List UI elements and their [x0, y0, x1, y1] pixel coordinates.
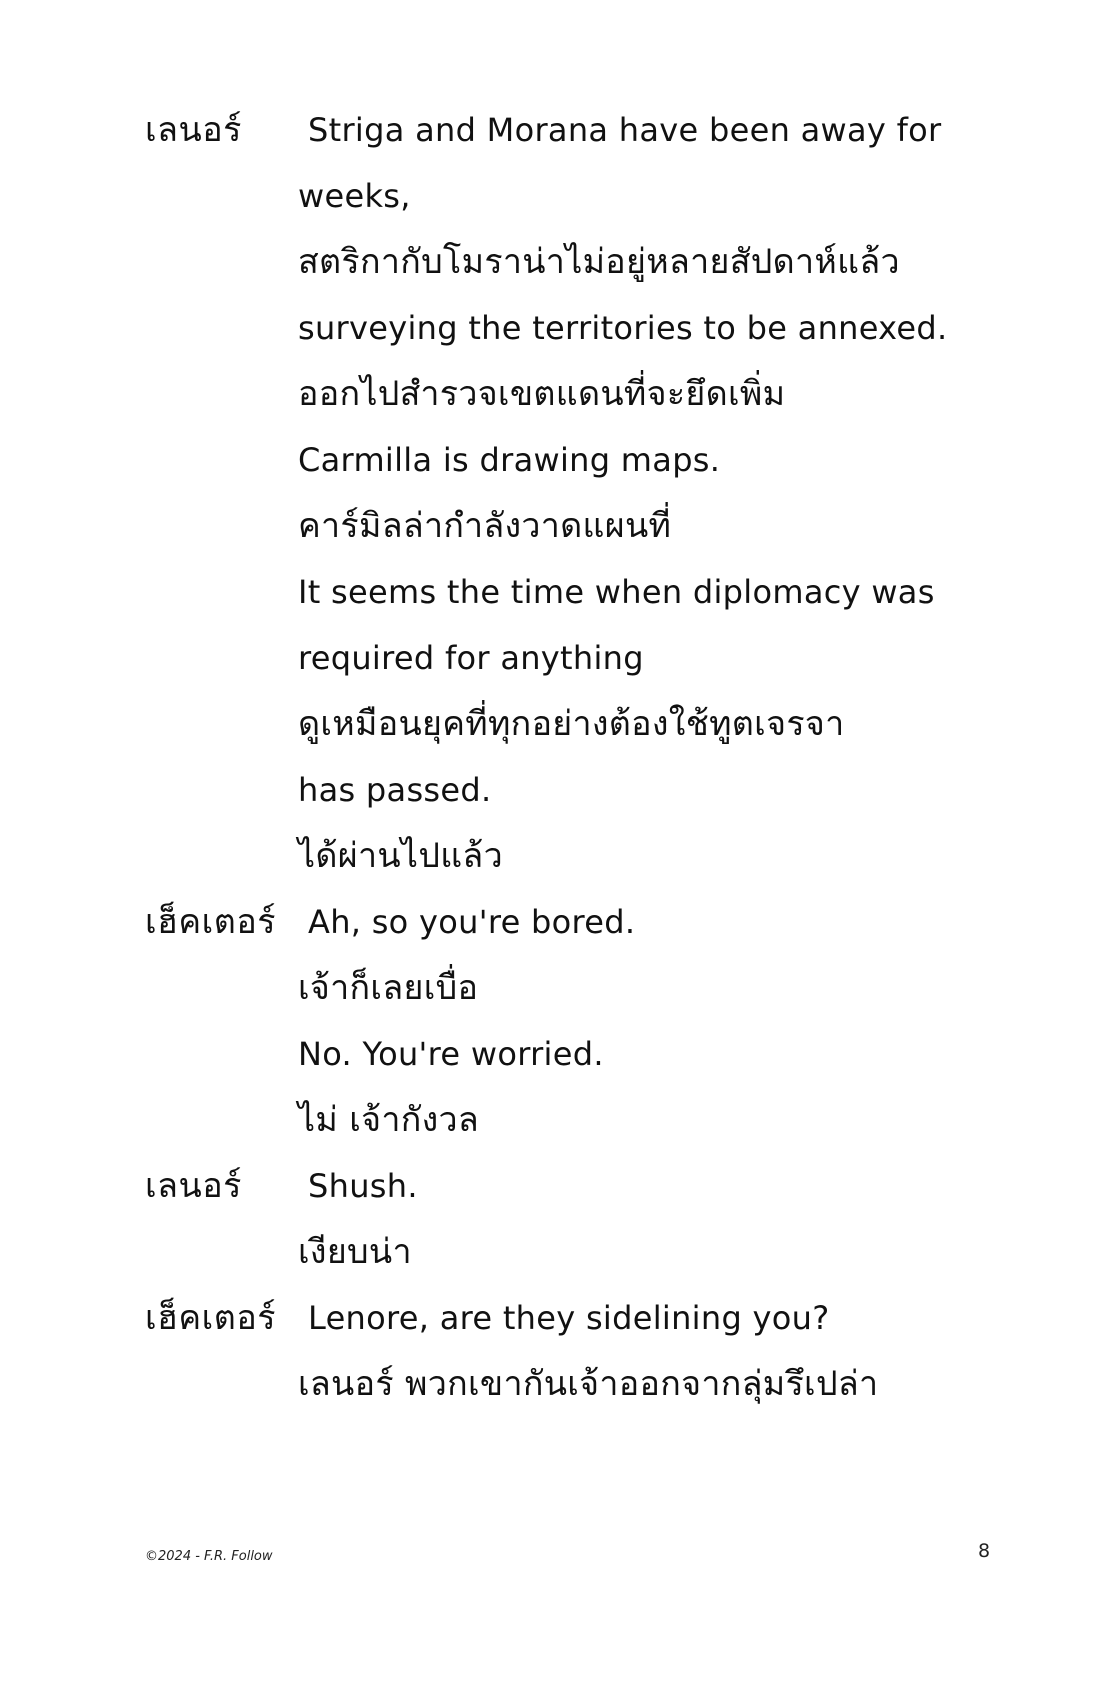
dialogue-line: [0, 1087, 1100, 1153]
dialogue-text-english: required for anything: [298, 639, 644, 677]
dialogue-text-english: surveying the territories to be annexed.: [298, 309, 948, 347]
dialogue-text-thai: เงียบน่า: [298, 1232, 412, 1272]
dialogue-line: [0, 559, 1100, 625]
dialogue-line: [0, 229, 1100, 295]
dialogue-line: [0, 1219, 1100, 1285]
dialogue-line: [0, 1021, 1100, 1087]
dialogue-line: [0, 1285, 1100, 1351]
dialogue-line: [0, 163, 1100, 229]
script-body: [0, 97, 1100, 1417]
dialogue-text-english: Striga and Morana have been away for: [308, 111, 942, 149]
dialogue-line: [0, 97, 1100, 163]
dialogue-text-thai: ได้ผ่านไปแล้ว: [298, 836, 503, 876]
dialogue-text-thai: เจ้าก็เลยเบื่อ: [298, 968, 479, 1008]
dialogue-line: [0, 427, 1100, 493]
dialogue-line: [0, 889, 1100, 955]
dialogue-text-thai: สตริกากับโมราน่าไม่อยู่หลายสัปดาห์แล้ว: [298, 242, 900, 282]
dialogue-text-english: Shush.: [308, 1167, 418, 1205]
dialogue-text-english: It seems the time when diplomacy was: [298, 573, 935, 611]
dialogue-line: [0, 625, 1100, 691]
speaker-name: เฮ็คเตอร์: [145, 1298, 276, 1338]
dialogue-line: [0, 1153, 1100, 1219]
dialogue-line: [0, 1351, 1100, 1417]
dialogue-line: [0, 691, 1100, 757]
speaker-name: เลนอร์: [145, 110, 242, 150]
dialogue-text-english: No. You're worried.: [298, 1035, 604, 1073]
dialogue-line: [0, 295, 1100, 361]
dialogue-text-english: Ah, so you're bored.: [308, 903, 636, 941]
dialogue-text-thai: คาร์มิลล่ากำลังวาดแผนที่: [298, 506, 672, 546]
dialogue-line: [0, 823, 1100, 889]
dialogue-text-english: has passed.: [298, 771, 492, 809]
footer-copyright: ©2024 - F.R. Follow: [145, 1549, 273, 1564]
dialogue-line: [0, 361, 1100, 427]
speaker-name: เลนอร์: [145, 1166, 242, 1206]
speaker-name: เฮ็คเตอร์: [145, 902, 276, 942]
dialogue-text-english: weeks,: [298, 177, 411, 215]
dialogue-text-english: Carmilla is drawing maps.: [298, 441, 721, 479]
dialogue-line: [0, 757, 1100, 823]
dialogue-text-english: Lenore, are they sidelining you?: [308, 1299, 830, 1337]
dialogue-text-thai: ไม่ เจ้ากังวล: [298, 1100, 480, 1140]
dialogue-line: [0, 493, 1100, 559]
dialogue-line: [0, 955, 1100, 1021]
dialogue-text-thai: ดูเหมือนยุคที่ทุกอย่างต้องใช้ทูตเจรจา: [298, 704, 845, 744]
dialogue-text-thai: เลนอร์ พวกเขากันเจ้าออกจากลุ่มรึเปล่า: [298, 1364, 879, 1404]
dialogue-text-thai: ออกไปสำรวจเขตแดนที่จะยึดเพิ่ม: [298, 374, 786, 414]
page-number: 8: [978, 1540, 991, 1562]
